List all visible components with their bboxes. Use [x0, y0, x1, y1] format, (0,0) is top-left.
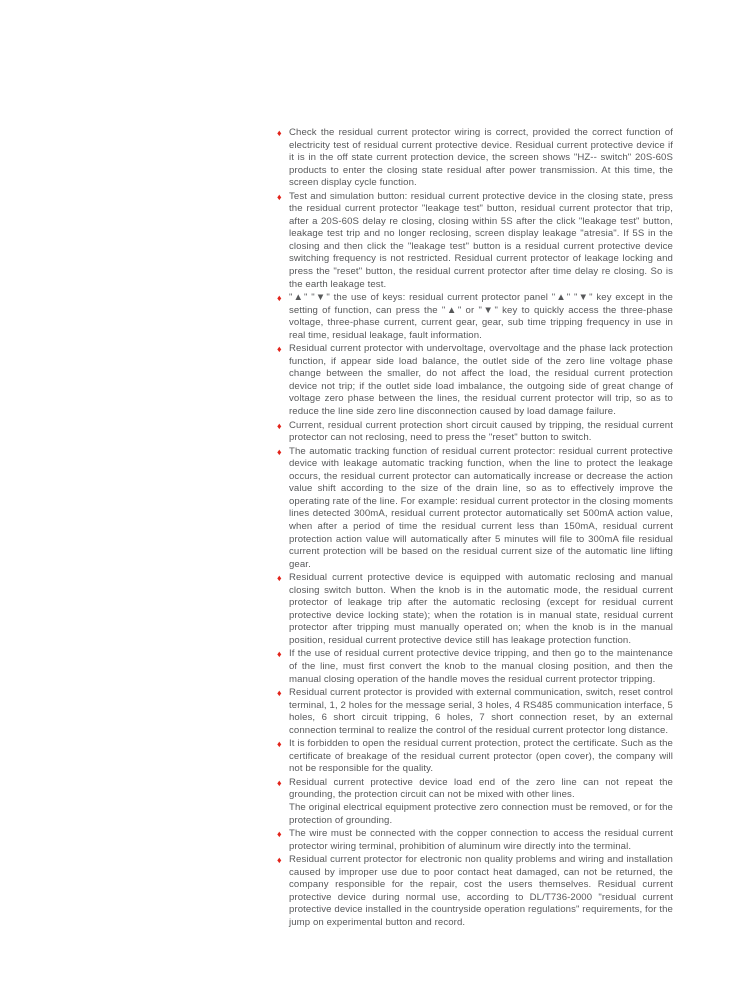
diamond-bullet-icon: ♦: [277, 829, 282, 840]
list-item: [277, 648, 673, 686]
list-item: [277, 292, 673, 342]
item-text: [289, 777, 673, 827]
item-text: Current, residual current protection short circuit caused by tripping, the residual current protector can not reclosing, need to press the "reset" button to switch.: [289, 419, 673, 444]
diamond-bullet-icon: ♦: [277, 739, 282, 750]
list-item: [277, 343, 673, 418]
item-text: Residual current protector for electronic non quality problems and wiring and installation caused by improper use due to poor contact heat damaged, can not be returned, the company responsible for the repair, cost the users themselves. Residual current protective device during normal use, according to DL/T736-2000 "residual current protective device installed in the countryside operation regulations" requirements, for the jump on experimental button and record.: [289, 854, 673, 928]
list-item: [277, 446, 673, 571]
diamond-bullet-icon: ♦: [277, 128, 282, 138]
list-item: [277, 191, 673, 291]
diamond-bullet-icon: ♦: [277, 293, 282, 304]
diamond-bullet-icon: ♦: [277, 777, 282, 788]
item-paragraph: The original electrical equipment protective zero connection must be removed, or for the protection of grounding.: [289, 801, 673, 826]
diamond-bullet-icon: ♦: [277, 649, 282, 660]
item-text: The wire must be connected with the copper connection to access the residual current protector wiring terminal, prohibition of aluminum wire directly into the terminal.: [289, 828, 673, 852]
list-item: [277, 738, 673, 776]
list-item: [277, 420, 673, 445]
diamond-bullet-icon: ♦: [277, 344, 282, 355]
list-item: [277, 777, 673, 827]
item-text: Residual current protector is provided with external communication, switch, reset control terminal, 1, 2 holes for the message serial, 3 holes, 4 RS485 communication interface, 5 holes, 6 short circuit tripping, 6 holes, 7 short connection reset, by an external connection terminal to realize the control of the residual current protector long distance.: [289, 687, 673, 736]
item-text: The automatic tracking function of residual current protector: residual current protective device with leakage automatic tracking function, when the line to protect the leakage occurs, the residual current protector can automatically increase or decrease the action value shift according to the size of the drain line, so as to effectively improve the operating rate of the line. For example: residual current protector in the closing moments lines detected 300mA, residual current protector automatically set 500mA action value, when after a period of time the residual current less than 150mA, residual current protection action value will automatically after 5 minutes will file to 300mA file residual current protection will be based on the residual current size of the automatic line lifting gear.: [289, 445, 673, 570]
diamond-bullet-icon: ♦: [277, 420, 282, 431]
item-text: Test and simulation button: residual current protective device in the closing state, press the residual current protector "leakage test" button, residual current protector that trip, after a 20S-60S delay re closing, closing within 5S after the click "leakage test" button, leakage test trip and no longer reclosing, screen display leakage "atresia". If 5S in the closing and then click the "leakage test" button is a residual current protective device switching frequency is not restricted. Residual current protector of leakage locking and press the "reset" button, the residual current protector after time delay re closing. So is the earth leakage test.: [289, 190, 673, 290]
bullet-list: [277, 127, 673, 930]
item-text: Check the residual current protector wiring is correct, provided the correct function of electricity test of residual current protective device. Residual current protective device if it is in the off state current protection device, the screen shows "HZ-- switch" 20S-60S products to enter the closing state residual after power transmission. At this time, the screen display cycle function.: [289, 127, 673, 189]
item-text: "▲" "▼" the use of keys: residual current protector panel "▲" "▼" key except in the setting of function, can press the "▲" or "▼" key to quickly access the three-phase voltage, three-phase current, current gear, gear, sub time tripping frequency in use in real time, residual leakage, fault information.: [289, 292, 673, 341]
item-paragraph: Residual current protective device load end of the zero line can not repeat the grounding, the protection circuit can not be mixed with other lines.: [289, 776, 673, 801]
item-text: It is forbidden to open the residual current protection, protect the certificate. Such as the certificate of breakage of the residual current protector (open cover), the company will not be responsible for the quality.: [289, 738, 673, 775]
diamond-bullet-icon: ♦: [277, 688, 282, 699]
list-item: [277, 854, 673, 929]
diamond-bullet-icon: ♦: [277, 855, 282, 866]
list-item: [277, 127, 673, 190]
diamond-bullet-icon: ♦: [277, 446, 282, 457]
list-item: [277, 687, 673, 737]
item-text: If the use of residual current protective device tripping, and then go to the maintenance of the line, must first convert the knob to the manual closing position, and then the manual closing operation of the handle moves the residual current protector tripping.: [289, 648, 673, 685]
diamond-bullet-icon: ♦: [277, 573, 282, 584]
item-text: Residual current protector with undervoltage, overvoltage and the phase lack protection function, if appear side load balance, the outlet side of the zero line voltage phase change between the smaller, do not affect the load, the residual current protection device not trip; if the outlet side load imbalance, the outgoing side of great change of voltage zero phase between the lines, the residual current protector will trip, so as to reduce the line side zero line disconnection caused by load damage failure.: [289, 343, 673, 418]
list-item: [277, 828, 673, 853]
item-text: Residual current protective device is equipped with automatic reclosing and manual closing switch button. When the knob is in the automatic mode, the residual current protector of leakage trip after the automatic reclosing (except for residual current protective device locking state); when the rotation is in manual state, residual current protector after tripping must manually operated on; when the knob is in the manual position, residual current protective device still has leakage protection function.: [289, 572, 673, 646]
list-item: [277, 572, 673, 647]
diamond-bullet-icon: ♦: [277, 191, 282, 202]
